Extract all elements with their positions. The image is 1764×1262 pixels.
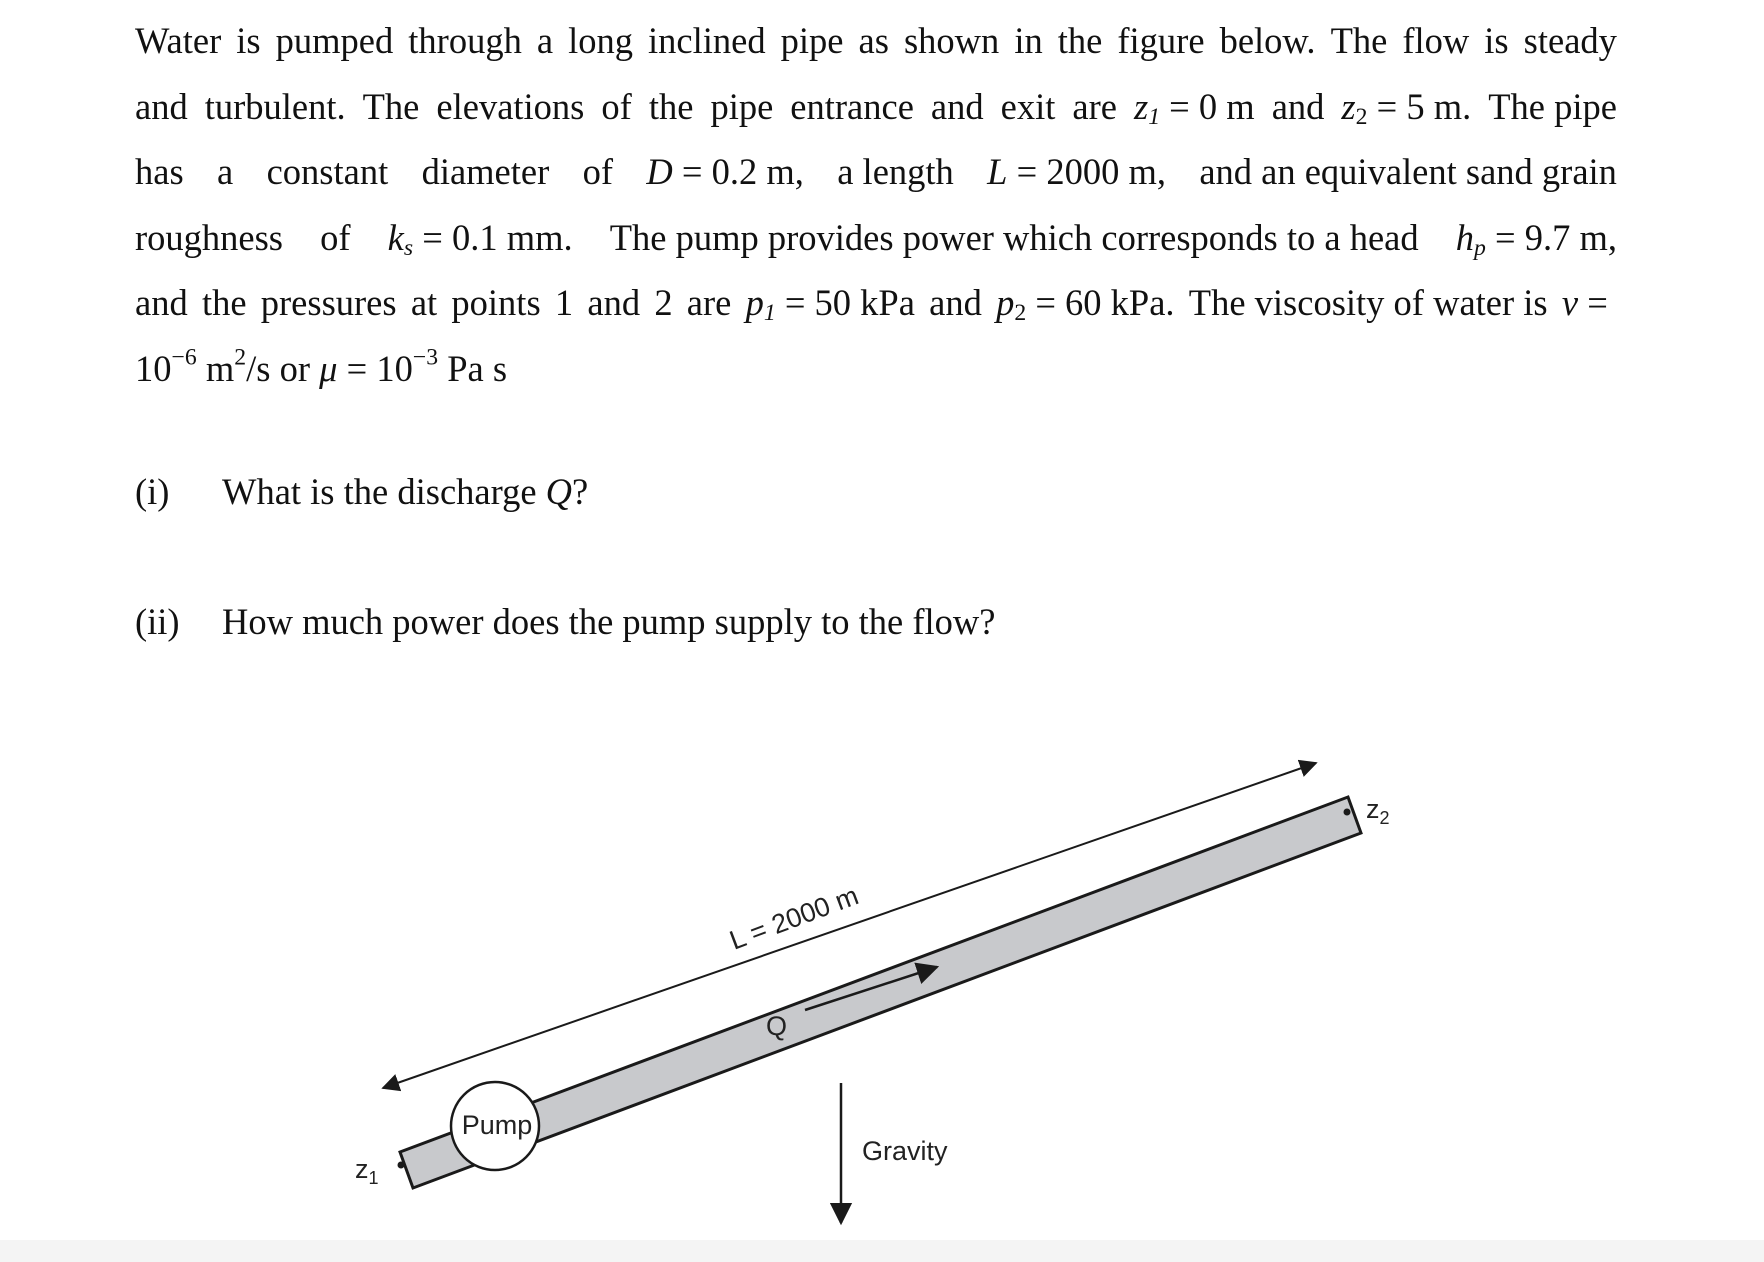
- problem-line-2: and turbulent. The elevations of the pipe entrance and exit are $z_1 = 0$ m and $z_2 = 5$ m. The pipe: [135, 74, 1617, 140]
- question-2-number: (ii): [135, 601, 180, 642]
- question-2-text: How much power does the pump supply to the flow?: [222, 601, 996, 642]
- nu-value: $10^{-6}$ $m^2/s$ or: [135, 343, 311, 389]
- gravity-label: Gravity: [862, 1136, 948, 1166]
- problem-line-3: has a constant diameter of D = 0.2 m, a length L = 2000 m, and an equivalent sand grain: [135, 139, 1617, 205]
- length-dimension-arrow: [383, 763, 1316, 1088]
- mu-expression: $\mu = 10^{-3}$ Pa s: [319, 343, 508, 389]
- pump-label: Pump: [461, 1110, 533, 1140]
- nu-expression: ν =: [1561, 282, 1617, 323]
- z1-expression: $z_1 = 0$ m: [1133, 85, 1255, 130]
- z1-label: $z_1$: [355, 1154, 379, 1188]
- length-expression: L = 2000 m,: [987, 151, 1166, 192]
- point-1-marker: [398, 1162, 405, 1169]
- z2-expression: $z_2 = 5$ m.: [1341, 85, 1472, 130]
- roughness-expression: $k_s = 0.1$ mm.: [387, 216, 573, 261]
- question-1-number: (i): [135, 471, 170, 512]
- pipe-figure: [0, 740, 1764, 1240]
- problem-statement: [135, 8, 1617, 401]
- page-bottom-edge: [0, 1240, 1764, 1262]
- p1-expression: $p_1 = 50$ kPa: [745, 282, 915, 327]
- diameter-expression: D = 0.2 m,: [646, 151, 804, 192]
- point-2-marker: [1344, 809, 1351, 816]
- length-label: L = 2000 m: [725, 880, 863, 956]
- question-1-text: What is the discharge Q?: [222, 471, 589, 512]
- z2-label: $z_2$: [1366, 794, 1390, 828]
- problem-line-1: Water is pumped through a long inclined pipe as shown in the figure below. The flow is steady: [135, 20, 1617, 61]
- p2-expression: $p_2 = 60$ kPa.: [996, 282, 1175, 327]
- problem-line-5: and the pressures at points 1 and 2 are $p_1 = 50$ kPa and $p_2 = 60$ kPa. The viscosity of water is ν =: [135, 270, 1617, 336]
- flow-label: Q: [766, 1011, 788, 1041]
- pipe: [400, 797, 1361, 1188]
- problem-line-4: roughness of $k_s = 0.1$ mm. The pump provides power which corresponds to a head $h_p = 9.7$ m,: [135, 205, 1617, 271]
- problem-line-6: [135, 336, 1617, 402]
- head-expression: $h_p = 9.7$ m,: [1455, 216, 1617, 261]
